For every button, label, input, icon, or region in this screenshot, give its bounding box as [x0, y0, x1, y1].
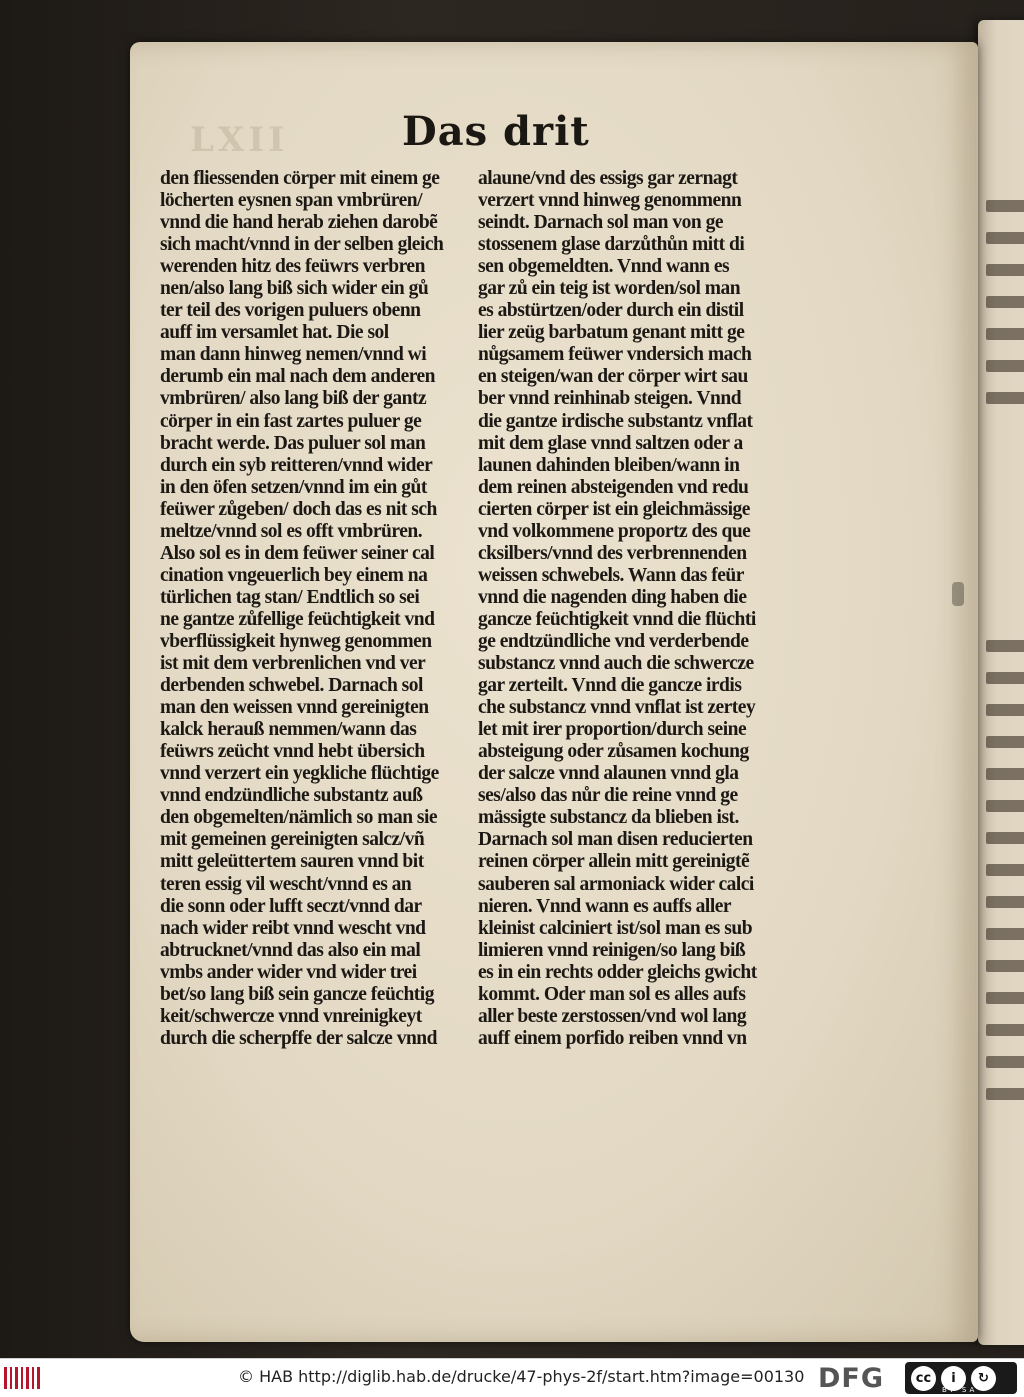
page-stain [952, 582, 964, 606]
text-line: ge endtzündliche vnd verderbende [478, 630, 749, 652]
text-line: absteigung oder zůsamen kochung [478, 741, 749, 763]
folio-number-ghost: LXII [190, 120, 289, 160]
text-line: feüwer zůgeben/ doch das es nit sch [160, 498, 437, 520]
text-line: cörper in ein fast zartes puluer ge [160, 410, 422, 432]
facing-page-edge [978, 20, 1024, 1345]
right-text-column [478, 168, 778, 1050]
text-line: man dann hinweg nemen/vnnd wi [160, 344, 427, 366]
text-line: abtrucknet/vnnd das also ein mal [160, 939, 421, 961]
text-line: keit/schwercze vnnd vnreinigkeyt [160, 1005, 422, 1027]
text-line: lier zeüg barbatum genant mitt ge [478, 322, 745, 344]
text-line: türlichen tag stan/ Endtlich so sei [160, 586, 420, 608]
dfg-logo[interactable]: DFG [818, 1363, 885, 1394]
text-line: vnnd die hand herab ziehen darobẽ [160, 212, 438, 234]
running-head: Das drit [402, 108, 590, 155]
text-line: sich macht/vnnd in der selben gleich [160, 234, 444, 256]
text-line: mitt geleüttertem sauren vnnd bit [160, 851, 424, 873]
hab-logo-icon [4, 1365, 40, 1391]
viewer-footer-bar [0, 1358, 1024, 1397]
text-line: vberflüssigkeit hynweg genommen [160, 630, 432, 652]
text-line: ber vnnd reinhinab steigen. Vnnd [478, 388, 742, 410]
text-line: bet/so lang biß sein gancze feüchtig [160, 983, 434, 1005]
text-line: verzert vnnd hinweg genommenn [478, 190, 742, 212]
text-line: sauberen sal armoniack wider calci [478, 873, 754, 895]
text-line: let mit irer proportion/durch seine [478, 719, 747, 741]
text-line: substancz vnnd auch die schwercze [478, 653, 754, 675]
text-line: sen obgemeldten. Vnnd wann es [478, 256, 730, 278]
text-line: nen/also lang biß sich wider ein gů [160, 278, 429, 300]
text-line: auff im versamlet hat. Die sol [160, 322, 389, 344]
text-line: cierten cörper ist ein gleichmässige [478, 498, 750, 520]
text-line: feüwrs zeücht vnnd hebt übersich [160, 741, 425, 763]
text-line: meltze/vnnd sol es offt vmbrüren. [160, 520, 423, 542]
text-line: mit dem glase vnnd saltzen oder a [478, 432, 743, 454]
text-line: vnnd die nagenden ding haben die [478, 586, 747, 608]
text-line: alaune/vnd des essigs gar zernagt [478, 168, 738, 189]
text-line: kalck herauß nemmen/wann das [160, 719, 417, 741]
text-line: nach wider reibt vnnd wescht vnd [160, 917, 426, 939]
text-line: kommt. Oder man sol es alles aufs [478, 983, 746, 1005]
text-line: durch ein syb reitteren/vnnd wider [160, 454, 433, 476]
text-line: man den weissen vnnd gereinigten [160, 697, 429, 719]
text-line: es in ein rechts odder gleichs gwicht [478, 961, 757, 983]
text-line: vnnd endzündliche substantz auß [160, 785, 423, 807]
left-text-column [160, 168, 465, 1050]
text-line: ter teil des vorigen puluers obenn [160, 300, 421, 322]
text-line: weissen schwebels. Wann das feür [478, 564, 744, 586]
text-line: Darnach sol man disen reducierten [478, 829, 753, 851]
text-line: limieren vnnd reinigen/so lang biß [478, 939, 746, 961]
text-line: gar zů ein teig ist worden/sol man [478, 278, 741, 300]
text-line: mässigte substancz da blieben ist. [478, 807, 739, 829]
text-line: ne gantze zůfellige feüchtigkeit vnd [160, 608, 435, 630]
text-line: löcherten eysnen span vmbrüren/ [160, 190, 423, 212]
text-line: Also sol es in dem feüwer seiner cal [160, 542, 435, 564]
text-line: che substancz vnnd vnflat ist zertey [478, 697, 756, 719]
text-line: vnnd verzert ein yegkliche flüchtige [160, 763, 439, 785]
attribution-icon: i [941, 1366, 966, 1391]
text-line: ist mit dem verbrenlichen vnd ver [160, 653, 426, 675]
text-line: in den öfen setzen/vnnd im ein gůt [160, 476, 427, 498]
text-line: nůgsamem feüwer vndersich mach [478, 344, 752, 366]
text-line: en steigen/wan der cörper wirt sau [478, 366, 748, 388]
text-line: gar zerteilt. Vnnd die gancze irdis [478, 675, 742, 697]
text-line: vmbs ander wider vnd wider trei [160, 961, 417, 983]
share-alike-icon: ↻ [971, 1366, 996, 1391]
text-line: derumb ein mal nach dem anderen [160, 366, 436, 388]
text-line: mit gemeinen gereinigten salcz/vñ [160, 829, 425, 851]
text-line: die gantze irdische substantz vnflat [478, 410, 753, 432]
text-line: cination vngeuerlich bey einem na [160, 564, 428, 586]
license-caption: BY SA [942, 1386, 978, 1394]
text-line: den fliessenden cörper mit einem ge [160, 168, 440, 189]
text-line: den obgemelten/nämlich so man sie [160, 807, 438, 829]
text-line: bracht werde. Das puluer sol man [160, 432, 426, 454]
text-line: kleinist calciniert ist/sol man es sub [478, 917, 753, 939]
text-line: launen dahinden bleiben/wann in [478, 454, 740, 476]
text-line: stossenem glase darzůthůn mitt di [478, 234, 745, 256]
text-line: ses/also das nůr die reine vnnd ge [478, 785, 738, 807]
text-line: nieren. Vnnd wann es auffs aller [478, 895, 732, 917]
text-line: reinen cörper allein mitt gereinigtẽ [478, 851, 750, 873]
text-line: durch die scherpffe der salcze vnnd [160, 1027, 437, 1049]
text-line: werenden hitz des feüwrs verbren [160, 256, 425, 278]
text-line: dem reinen absteigenden vnd redu [478, 476, 749, 498]
text-line: seindt. Darnach sol man von ge [478, 212, 724, 234]
copyright-link[interactable]: © HAB http://diglib.hab.de/drucke/47-phys-2f/start.htm?image=00130 [238, 1367, 805, 1386]
text-line: es abstürtzen/oder durch ein distil [478, 300, 744, 322]
cc-icon: cc [911, 1366, 936, 1391]
text-line: auff einem porfido reiben vnnd vn [478, 1027, 747, 1049]
text-line: vnd volkommene proportz des que [478, 520, 751, 542]
text-line: aller beste zerstossen/vnd wol lang [478, 1005, 747, 1027]
text-line: vmbrüren/ also lang biß der gantz [160, 388, 427, 410]
text-line: cksilbers/vnnd des verbrennenden [478, 542, 747, 564]
text-line: der salcze vnnd alaunen vnnd gla [478, 763, 739, 785]
text-line: gancze feüchtigkeit vnnd die flüchti [478, 608, 756, 630]
text-line: die sonn oder lufft seczt/vnnd dar [160, 895, 422, 917]
text-line: teren essig vil wescht/vnnd es an [160, 873, 412, 895]
text-line: derbenden schwebel. Darnach sol [160, 675, 423, 697]
